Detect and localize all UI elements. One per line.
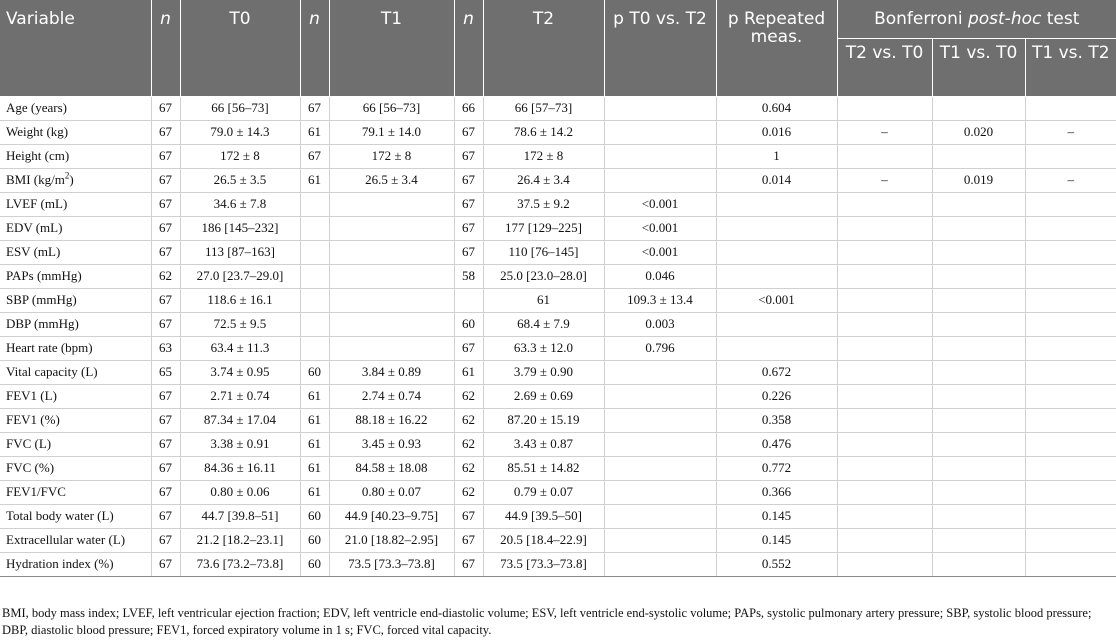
cell-t2-vs-t0 xyxy=(837,336,932,360)
cell-n-t1 xyxy=(300,216,329,240)
cell-n-t0: 67 xyxy=(151,528,180,552)
cell-t1-vs-t0 xyxy=(932,336,1025,360)
cell-p-t0-vs-t2 xyxy=(604,456,716,480)
cell-n-t1 xyxy=(300,240,329,264)
cell-t2: 66 [57–73] xyxy=(483,96,604,120)
cell-t0: 87.34 ± 17.04 xyxy=(180,408,300,432)
cell-variable: FEV1 (%) xyxy=(0,408,151,432)
cell-t2: 0.79 ± 0.07 xyxy=(483,480,604,504)
cell-t2-vs-t0 xyxy=(837,288,932,312)
cell-n-t1: 67 xyxy=(300,96,329,120)
cell-t0: 72.5 ± 9.5 xyxy=(180,312,300,336)
cell-t1-vs-t2 xyxy=(1025,528,1116,552)
cell-t2: 2.69 ± 0.69 xyxy=(483,384,604,408)
cell-p-repeated: 0.145 xyxy=(716,528,837,552)
cell-p-repeated xyxy=(716,192,837,216)
header-variable: Variable xyxy=(0,0,151,96)
cell-p-repeated: 0.366 xyxy=(716,480,837,504)
cell-n-t1: 67 xyxy=(300,144,329,168)
cell-p-t0-vs-t2 xyxy=(604,408,716,432)
cell-t0: 0.80 ± 0.06 xyxy=(180,480,300,504)
cell-t1-vs-t2 xyxy=(1025,432,1116,456)
cell-n-t2: 67 xyxy=(454,216,483,240)
cell-t0: 2.71 ± 0.74 xyxy=(180,384,300,408)
cell-p-repeated: 0.145 xyxy=(716,504,837,528)
cell-t2-vs-t0: – xyxy=(837,168,932,192)
cell-p-t0-vs-t2: 109.3 ± 13.4 xyxy=(604,288,716,312)
cell-n-t0: 65 xyxy=(151,360,180,384)
cell-t0: 118.6 ± 16.1 xyxy=(180,288,300,312)
cell-n-t0: 67 xyxy=(151,312,180,336)
cell-n-t1: 61 xyxy=(300,168,329,192)
cell-p-repeated: 0.226 xyxy=(716,384,837,408)
cell-t1-vs-t0 xyxy=(932,480,1025,504)
cell-n-t0: 67 xyxy=(151,504,180,528)
cell-t1 xyxy=(329,192,454,216)
cell-t2-vs-t0 xyxy=(837,96,932,120)
cell-t0: 79.0 ± 14.3 xyxy=(180,120,300,144)
cell-n-t0: 67 xyxy=(151,240,180,264)
cell-variable: FEV1 (L) xyxy=(0,384,151,408)
cell-variable: Extracellular water (L) xyxy=(0,528,151,552)
cell-t2: 20.5 [18.4–22.9] xyxy=(483,528,604,552)
table-row xyxy=(0,144,1116,168)
cell-t1-vs-t0 xyxy=(932,144,1025,168)
cell-t1-vs-t2 xyxy=(1025,288,1116,312)
cell-p-t0-vs-t2 xyxy=(604,504,716,528)
cell-n-t0: 67 xyxy=(151,168,180,192)
table-row xyxy=(0,384,1116,408)
cell-t1-vs-t0: 0.019 xyxy=(932,168,1025,192)
cell-t1: 2.74 ± 0.74 xyxy=(329,384,454,408)
cell-n-t1: 61 xyxy=(300,456,329,480)
cell-n-t1: 61 xyxy=(300,408,329,432)
cell-n-t0: 67 xyxy=(151,120,180,144)
table-row xyxy=(0,240,1116,264)
cell-variable: Weight (kg) xyxy=(0,120,151,144)
cell-t2-vs-t0 xyxy=(837,192,932,216)
cell-t0: 172 ± 8 xyxy=(180,144,300,168)
cell-n-t0: 67 xyxy=(151,408,180,432)
cell-p-repeated: 0.014 xyxy=(716,168,837,192)
cell-t1-vs-t2 xyxy=(1025,360,1116,384)
table-row xyxy=(0,192,1116,216)
cell-t1-vs-t2 xyxy=(1025,216,1116,240)
cell-t1-vs-t2 xyxy=(1025,144,1116,168)
cell-t1-vs-t2 xyxy=(1025,312,1116,336)
table-row xyxy=(0,408,1116,432)
cell-t1-vs-t0 xyxy=(932,312,1025,336)
cell-p-repeated: 0.552 xyxy=(716,552,837,576)
cell-n-t2: 62 xyxy=(454,432,483,456)
cell-n-t2: 67 xyxy=(454,528,483,552)
cell-t1-vs-t0 xyxy=(932,408,1025,432)
cell-variable: Vital capacity (L) xyxy=(0,360,151,384)
cell-t1-vs-t2 xyxy=(1025,480,1116,504)
cell-p-t0-vs-t2 xyxy=(604,552,716,576)
cell-t2-vs-t0 xyxy=(837,504,932,528)
table-row xyxy=(0,552,1116,576)
cell-variable: Total body water (L) xyxy=(0,504,151,528)
cell-t0: 3.38 ± 0.91 xyxy=(180,432,300,456)
cell-t0: 26.5 ± 3.5 xyxy=(180,168,300,192)
cell-n-t1: 60 xyxy=(300,528,329,552)
cell-n-t2: 62 xyxy=(454,384,483,408)
cell-t1: 3.45 ± 0.93 xyxy=(329,432,454,456)
cell-n-t2: 67 xyxy=(454,336,483,360)
cell-variable: SBP (mmHg) xyxy=(0,288,151,312)
cell-p-t0-vs-t2: <0.001 xyxy=(604,240,716,264)
table-row xyxy=(0,96,1116,120)
cell-t0: 34.6 ± 7.8 xyxy=(180,192,300,216)
cell-p-t0-vs-t2: 0.003 xyxy=(604,312,716,336)
cell-t1-vs-t0 xyxy=(932,96,1025,120)
cell-t1-vs-t2: – xyxy=(1025,168,1116,192)
cell-t2: 25.0 [23.0–28.0] xyxy=(483,264,604,288)
cell-t1: 0.80 ± 0.07 xyxy=(329,480,454,504)
header-t0: T0 xyxy=(180,0,300,96)
table-row xyxy=(0,528,1116,552)
cell-p-repeated: 0.358 xyxy=(716,408,837,432)
cell-t1: 79.1 ± 14.0 xyxy=(329,120,454,144)
cell-t0: 186 [145–232] xyxy=(180,216,300,240)
header-t1: T1 xyxy=(329,0,454,96)
cell-p-repeated xyxy=(716,240,837,264)
cell-t1-vs-t0 xyxy=(932,552,1025,576)
cell-p-repeated: <0.001 xyxy=(716,288,837,312)
cell-t1-vs-t0 xyxy=(932,432,1025,456)
cell-p-t0-vs-t2 xyxy=(604,168,716,192)
cell-t0: 84.36 ± 16.11 xyxy=(180,456,300,480)
header-t2: T2 xyxy=(483,0,604,96)
cell-n-t0: 67 xyxy=(151,216,180,240)
cell-p-repeated: 1 xyxy=(716,144,837,168)
cell-t2: 63.3 ± 12.0 xyxy=(483,336,604,360)
cell-n-t2: 58 xyxy=(454,264,483,288)
cell-t0: 21.2 [18.2–23.1] xyxy=(180,528,300,552)
cell-t0: 63.4 ± 11.3 xyxy=(180,336,300,360)
cell-p-t0-vs-t2 xyxy=(604,528,716,552)
cell-n-t1: 60 xyxy=(300,504,329,528)
cell-t0: 27.0 [23.7–29.0] xyxy=(180,264,300,288)
cell-n-t2: 67 xyxy=(454,168,483,192)
table-row xyxy=(0,168,1116,192)
table-row xyxy=(0,360,1116,384)
cell-t0: 113 [87–163] xyxy=(180,240,300,264)
header-p-repeated: p Repeated meas. xyxy=(716,0,837,96)
header-n-t1: n xyxy=(300,0,329,96)
cell-variable: EDV (mL) xyxy=(0,216,151,240)
header-p-t0-vs-t2: p T0 vs. T2 xyxy=(604,0,716,96)
cell-n-t1: 60 xyxy=(300,552,329,576)
cell-p-repeated: 0.604 xyxy=(716,96,837,120)
cell-t1: 66 [56–73] xyxy=(329,96,454,120)
cell-t0: 73.6 [73.2–73.8] xyxy=(180,552,300,576)
cell-p-repeated: 0.016 xyxy=(716,120,837,144)
header-t1-vs-t0: T1 vs. T0 xyxy=(932,38,1025,96)
cell-t0: 3.74 ± 0.95 xyxy=(180,360,300,384)
header-n-t2: n xyxy=(454,0,483,96)
cell-t2-vs-t0 xyxy=(837,216,932,240)
cell-n-t2: 67 xyxy=(454,192,483,216)
cell-n-t1: 60 xyxy=(300,360,329,384)
cell-t2: 110 [76–145] xyxy=(483,240,604,264)
cell-t1-vs-t0 xyxy=(932,192,1025,216)
cell-n-t0: 67 xyxy=(151,144,180,168)
cell-t2: 61 xyxy=(483,288,604,312)
cell-t2: 177 [129–225] xyxy=(483,216,604,240)
cell-t2: 85.51 ± 14.82 xyxy=(483,456,604,480)
cell-n-t2: 61 xyxy=(454,360,483,384)
cell-p-t0-vs-t2 xyxy=(604,432,716,456)
cell-variable: BMI $(kg/m^2)$ xyxy=(0,168,151,192)
table-row xyxy=(0,480,1116,504)
table-row xyxy=(0,336,1116,360)
table-row xyxy=(0,456,1116,480)
cell-n-t0: 62 xyxy=(151,264,180,288)
cell-n-t0: 67 xyxy=(151,552,180,576)
cell-t1 xyxy=(329,240,454,264)
cell-variable: ESV (mL) xyxy=(0,240,151,264)
cell-t2: 78.6 ± 14.2 xyxy=(483,120,604,144)
cell-variable: PAPs (mmHg) xyxy=(0,264,151,288)
cell-t1-vs-t0: 0.020 xyxy=(932,120,1025,144)
cell-t2-vs-t0 xyxy=(837,528,932,552)
cell-p-t0-vs-t2: 0.046 xyxy=(604,264,716,288)
cell-t2-vs-t0 xyxy=(837,384,932,408)
cell-variable: FVC (L) xyxy=(0,432,151,456)
cell-t1: 88.18 ± 16.22 xyxy=(329,408,454,432)
cell-t1: 73.5 [73.3–73.8] xyxy=(329,552,454,576)
header-bonferroni: Bonferroni post-hoc test xyxy=(837,0,1116,38)
cell-n-t1 xyxy=(300,336,329,360)
cell-t2-vs-t0 xyxy=(837,480,932,504)
cell-t1-vs-t0 xyxy=(932,240,1025,264)
cell-t1: 44.9 [40.23–9.75] xyxy=(329,504,454,528)
cell-n-t2: 67 xyxy=(454,120,483,144)
cell-p-repeated: 0.772 xyxy=(716,456,837,480)
cell-n-t0: 67 xyxy=(151,384,180,408)
cell-t1-vs-t2 xyxy=(1025,336,1116,360)
cell-t0: 66 [56–73] xyxy=(180,96,300,120)
table-footnote: BMI, body mass index; LVEF, left ventricular ejection fraction; EDV, left ventricle end-diastolic volume; ESV, left ventricle end-systolic volume; PAPs, systolic pulmonary artery pressure; SBP, systolic blood pressure; DBP, diastolic blood pressure; FEV1, forced expiratory volume in 1 s; FVC, forced vital capacity. xyxy=(2,606,1092,637)
cell-p-repeated: 0.476 xyxy=(716,432,837,456)
cell-t1 xyxy=(329,312,454,336)
cell-t2: 37.5 ± 9.2 xyxy=(483,192,604,216)
cell-n-t1: 61 xyxy=(300,480,329,504)
cell-p-repeated xyxy=(716,264,837,288)
cell-p-t0-vs-t2: <0.001 xyxy=(604,192,716,216)
cell-t1: 172 ± 8 xyxy=(329,144,454,168)
cell-t2-vs-t0 xyxy=(837,264,932,288)
table-row xyxy=(0,120,1116,144)
cell-n-t2: 67 xyxy=(454,504,483,528)
cell-n-t2: 60 xyxy=(454,312,483,336)
cell-t2-vs-t0 xyxy=(837,456,932,480)
cell-t2: 73.5 [73.3–73.8] xyxy=(483,552,604,576)
cell-p-t0-vs-t2: <0.001 xyxy=(604,216,716,240)
cell-p-t0-vs-t2 xyxy=(604,120,716,144)
header-t1-vs-t2: T1 vs. T2 xyxy=(1025,38,1116,96)
table-row xyxy=(0,432,1116,456)
cell-variable: Height (cm) xyxy=(0,144,151,168)
cell-t2: 26.4 ± 3.4 xyxy=(483,168,604,192)
header-n-t0: n xyxy=(151,0,180,96)
cell-t2: 44.9 [39.5–50] xyxy=(483,504,604,528)
cell-t1-vs-t2 xyxy=(1025,504,1116,528)
cell-n-t2: 67 xyxy=(454,552,483,576)
cell-t1-vs-t2 xyxy=(1025,96,1116,120)
cell-n-t0: 67 xyxy=(151,288,180,312)
cell-n-t1 xyxy=(300,192,329,216)
cell-t1-vs-t0 xyxy=(932,384,1025,408)
table-header xyxy=(0,0,1116,96)
cell-p-t0-vs-t2 xyxy=(604,384,716,408)
cell-t2-vs-t0 xyxy=(837,144,932,168)
cell-t1: 3.84 ± 0.89 xyxy=(329,360,454,384)
table-row xyxy=(0,504,1116,528)
cell-n-t0: 67 xyxy=(151,456,180,480)
table-row xyxy=(0,216,1116,240)
cell-variable: FVC (%) xyxy=(0,456,151,480)
cell-t1-vs-t2 xyxy=(1025,456,1116,480)
cell-t1: 84.58 ± 18.08 xyxy=(329,456,454,480)
cell-p-t0-vs-t2: 0.796 xyxy=(604,336,716,360)
cell-n-t2: 62 xyxy=(454,408,483,432)
cell-t1-vs-t0 xyxy=(932,456,1025,480)
cell-n-t0: 63 xyxy=(151,336,180,360)
header-t2-vs-t0: T2 vs. T0 xyxy=(837,38,932,96)
cell-t1-vs-t0 xyxy=(932,528,1025,552)
cell-t1 xyxy=(329,264,454,288)
cell-n-t1: 61 xyxy=(300,432,329,456)
cell-t2-vs-t0 xyxy=(837,240,932,264)
cell-n-t1 xyxy=(300,264,329,288)
cell-variable: Heart rate (bpm) xyxy=(0,336,151,360)
cell-t2: 3.79 ± 0.90 xyxy=(483,360,604,384)
cell-n-t2: 67 xyxy=(454,240,483,264)
cell-t1-vs-t2: – xyxy=(1025,120,1116,144)
cell-t2-vs-t0: – xyxy=(837,120,932,144)
cell-n-t2: 62 xyxy=(454,480,483,504)
cell-t1-vs-t2 xyxy=(1025,384,1116,408)
cell-variable: Hydration index (%) xyxy=(0,552,151,576)
table-row xyxy=(0,288,1116,312)
cell-t2: 3.43 ± 0.87 xyxy=(483,432,604,456)
cell-p-repeated xyxy=(716,216,837,240)
cell-variable: Age (years) xyxy=(0,96,151,120)
cell-p-repeated: 0.672 xyxy=(716,360,837,384)
cell-t1-vs-t2 xyxy=(1025,408,1116,432)
cell-t1 xyxy=(329,216,454,240)
cell-t2: 172 ± 8 xyxy=(483,144,604,168)
cell-t2-vs-t0 xyxy=(837,408,932,432)
cell-n-t1 xyxy=(300,312,329,336)
cell-t1-vs-t0 xyxy=(932,504,1025,528)
cell-t1-vs-t2 xyxy=(1025,192,1116,216)
cell-t2: 68.4 ± 7.9 xyxy=(483,312,604,336)
cell-t2-vs-t0 xyxy=(837,432,932,456)
cell-n-t0: 67 xyxy=(151,480,180,504)
cell-n-t0: 67 xyxy=(151,96,180,120)
cell-p-repeated xyxy=(716,336,837,360)
cell-t2-vs-t0 xyxy=(837,312,932,336)
cell-t1-vs-t0 xyxy=(932,360,1025,384)
cell-t1-vs-t2 xyxy=(1025,240,1116,264)
cell-t1: 21.0 [18.82–2.95] xyxy=(329,528,454,552)
cell-n-t0: 67 xyxy=(151,432,180,456)
cell-t1: 26.5 ± 3.4 xyxy=(329,168,454,192)
cell-variable: LVEF (mL) xyxy=(0,192,151,216)
cell-t1-vs-t2 xyxy=(1025,264,1116,288)
table-body xyxy=(0,96,1116,576)
table-row xyxy=(0,312,1116,336)
cell-n-t0: 67 xyxy=(151,192,180,216)
cell-t1 xyxy=(329,288,454,312)
cell-n-t1: 61 xyxy=(300,384,329,408)
cell-n-t2: 62 xyxy=(454,456,483,480)
cell-n-t1: 61 xyxy=(300,120,329,144)
cell-t2: 87.20 ± 15.19 xyxy=(483,408,604,432)
cell-t1-vs-t0 xyxy=(932,264,1025,288)
cell-p-t0-vs-t2 xyxy=(604,480,716,504)
cell-p-t0-vs-t2 xyxy=(604,360,716,384)
cell-p-t0-vs-t2 xyxy=(604,96,716,120)
cell-t2-vs-t0 xyxy=(837,552,932,576)
cell-t1 xyxy=(329,336,454,360)
cell-n-t2: 66 xyxy=(454,96,483,120)
table-row xyxy=(0,264,1116,288)
cell-n-t1 xyxy=(300,288,329,312)
cell-t0: 44.7 [39.8–51] xyxy=(180,504,300,528)
cell-t2-vs-t0 xyxy=(837,360,932,384)
cell-t1-vs-t0 xyxy=(932,216,1025,240)
cell-t1-vs-t2 xyxy=(1025,552,1116,576)
cell-p-t0-vs-t2 xyxy=(604,144,716,168)
cell-variable: DBP (mmHg) xyxy=(0,312,151,336)
cell-variable: FEV1/FVC xyxy=(0,480,151,504)
cell-n-t2 xyxy=(454,288,483,312)
cell-n-t2: 67 xyxy=(454,144,483,168)
cell-t1-vs-t0 xyxy=(932,288,1025,312)
cell-p-repeated xyxy=(716,312,837,336)
